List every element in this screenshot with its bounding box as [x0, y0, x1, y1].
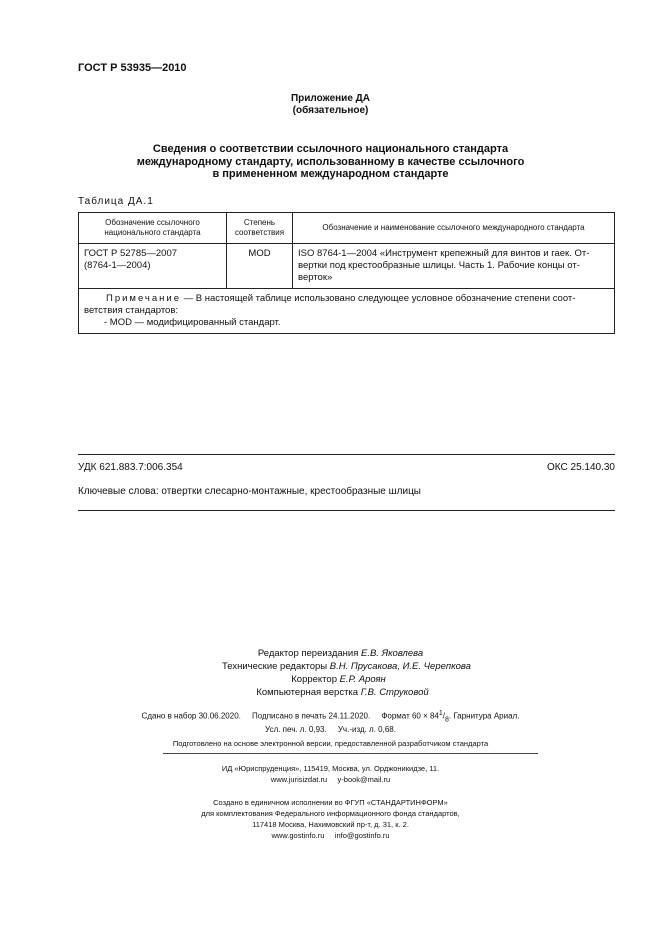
note-line [84, 317, 609, 329]
print-info: Формат 60 × 84 [381, 711, 439, 721]
table-header-row [79, 213, 615, 244]
print-info: . Гарнитура Ариал. [448, 711, 520, 721]
publisher-line: ИД «Юриспруденция», 115419, Москва, ул. Орджоникидзе, 11. [221, 764, 440, 773]
credit-label: Технические редакторы [222, 661, 330, 672]
cell-text: ISO 8764-1—2004 «Инструмент крепежный для винтов и гаек. От- [298, 248, 590, 259]
created-info [0, 797, 661, 841]
print-info: Уч.-изд. л. 0,68. [337, 725, 396, 734]
credit-line [0, 660, 661, 673]
header-text: соответствия [234, 228, 285, 237]
credit-name: Е.Р. Ароян [339, 674, 386, 685]
heading-line: Сведения о соответствии ссылочного национального стандарта [152, 143, 509, 155]
cell-text: (8764-1—2004) [84, 260, 151, 271]
header-text: Степень [243, 218, 276, 227]
heading-line: международному стандарту, использованному в качестве ссылочного [136, 155, 525, 168]
header-text: Обозначение ссылочного [105, 218, 200, 227]
credit-line [0, 647, 661, 660]
divider [78, 510, 615, 511]
note-line: ветствия стандартов: [84, 305, 179, 316]
note-line [84, 293, 609, 305]
cell-national-standard [79, 244, 227, 289]
credit-label: Редактор переиздания [257, 648, 361, 659]
publisher-line: www.jurisizdat.ru y-book@mail.ru [270, 775, 391, 784]
created-line: Создано в единичном исполнении во ФГУП «СТАНДАРТИНФОРМ» [213, 798, 448, 807]
section-heading [0, 143, 661, 181]
note-text: — В настоящей таблице использовано следующее условное обозначение степени соот- [181, 293, 576, 304]
credit-name: В.Н. Прусакова, И.Е. Черепкова [329, 661, 471, 672]
created-line: www.gostinfo.ru info@gostinfo.ru [271, 831, 390, 840]
credit-line [0, 686, 661, 699]
fraction-denominator: 8 [445, 716, 449, 724]
created-line: 117418 Москва, Нахимовский пр-т, д. 31, к. 2. [252, 820, 409, 829]
heading-line: в примененном международном стандарте [212, 168, 449, 180]
table-label: Таблица ДА.1 [78, 196, 154, 207]
appendix-title: Приложение ДА [290, 93, 371, 104]
fraction-numerator: 1 [438, 710, 443, 717]
editorial-credits [0, 647, 661, 699]
table-note [79, 289, 615, 334]
table-row [79, 244, 615, 289]
appendix-subtitle: (обязательное) [292, 105, 369, 116]
credit-name: Г.В. Струковой [360, 687, 429, 698]
print-info: Сдано в набор 30.06.2020. [141, 711, 241, 721]
divider [163, 753, 538, 754]
note-text: - MOD — модифицированный стандарт. [104, 317, 281, 328]
cell-text: верток» [298, 272, 333, 283]
header-national-standard [79, 213, 227, 244]
publisher-info [0, 763, 661, 785]
header-degree [227, 213, 293, 244]
divider [78, 454, 615, 455]
credit-label: Корректор [291, 674, 340, 685]
credit-line [0, 673, 661, 686]
table-note-row [79, 289, 615, 334]
correspondence-table [78, 212, 615, 334]
keywords: Ключевые слова: отвертки слесарно-монтажные, крестообразные шлицы [78, 486, 421, 497]
header-text: национального стандарта [104, 228, 201, 237]
udk-code: УДК 621.883.7:006.354 [78, 462, 183, 473]
standard-code: ГОСТ Р 53935—2010 [78, 62, 187, 74]
note-head: Примечание [106, 293, 181, 304]
cell-degree: MOD [227, 244, 293, 289]
cell-text: ГОСТ Р 52785—2007 [84, 248, 178, 259]
print-info: Подписано в печать 24.11.2020. [252, 711, 371, 721]
header-international-standard: Обозначение и наименование ссылочного международного стандарта [293, 213, 615, 244]
oks-code: ОКС 25.140.30 [547, 462, 615, 473]
created-line: для комплектования Федерального информационного фонда стандартов, [201, 809, 460, 818]
cell-text: вертки под крестообразные шлицы. Часть 1. Рабочие концы от- [298, 260, 580, 271]
prepared-note: Подготовлено на основе электронной версии, предоставленной разработчиком стандарта [172, 739, 489, 748]
print-info-line2 [0, 725, 661, 734]
print-info: Усл. печ. л. 0,93. [265, 725, 327, 734]
cell-international-standard [293, 244, 615, 289]
credit-label: Компьютерная верстка [256, 687, 361, 698]
credit-name: Е.В. Яковлева [361, 648, 424, 659]
print-info-line1: Сдано в набор 30.06.2020. Подписано в печать 24.11.2020. Формат $60 \times 84^1/_8$. Гарнитура Ариал. [141, 710, 520, 724]
